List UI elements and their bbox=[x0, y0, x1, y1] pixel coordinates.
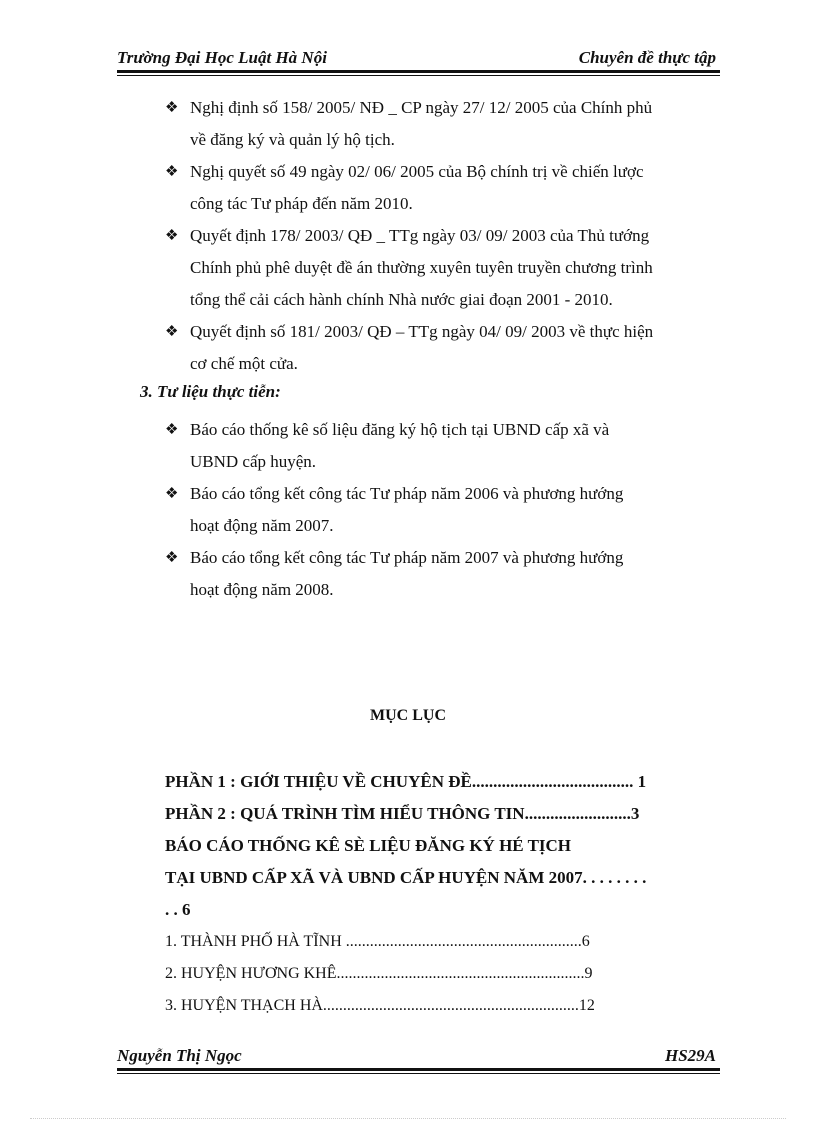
list-item: ❖ Nghị quyết số 49 ngày 02/ 06/ 2005 của Bộ chính trị về chiến lược công tác Tư pháp đến năm 2010. bbox=[165, 156, 717, 220]
toc-entry: TẠI UBND CẤP XÃ VÀ UBND CẤP HUYỆN NĂM 2007. . . . . . . . bbox=[165, 868, 647, 887]
page-header bbox=[117, 48, 720, 68]
list-item: ❖ Báo cáo thống kê số liệu đăng ký hộ tịch tại UBND cấp xã và UBND cấp huyện. bbox=[165, 414, 717, 478]
diamond-bullet-icon: ❖ bbox=[165, 164, 179, 180]
toc-entry: PHẦN 2 : QUÁ TRÌNH TÌM HIỂU THÔNG TIN.........................3 bbox=[165, 804, 640, 823]
header-rule-thick bbox=[117, 70, 720, 73]
list-item: ❖ Quyết định 178/ 2003/ QĐ _ TTg ngày 03/ 09/ 2003 của Thủ tướng Chính phủ phê duyệt đề án thường xuyên tuyên truyền chương trình tổng thể cải cách hành chính Nhà nước giai đoạn 2001 - 2010. bbox=[165, 220, 717, 316]
footer-rule-thin bbox=[117, 1073, 720, 1074]
diamond-bullet-icon: ❖ bbox=[165, 324, 179, 340]
toc-title: MỤC LỤC bbox=[370, 707, 446, 724]
toc-entry: . . 6 bbox=[165, 900, 191, 919]
toc-entry: 2. HUYỆN HƯƠNG KHÊ..............................................................9 bbox=[165, 965, 593, 982]
header-rule-thin bbox=[117, 75, 720, 76]
footer-rule-thick bbox=[117, 1068, 720, 1071]
diamond-bullet-icon: ❖ bbox=[165, 228, 179, 244]
diamond-bullet-icon: ❖ bbox=[165, 550, 179, 566]
page-edge-divider bbox=[30, 1118, 786, 1119]
list-item: ❖ Quyết định số 181/ 2003/ QĐ – TTg ngày 04/ 09/ 2003 về thực hiện cơ chế một cửa. bbox=[165, 316, 717, 380]
toc-entry: PHẦN 1 : GIỚI THIỆU VỀ CHUYÊN ĐỀ...................................... 1 bbox=[165, 772, 647, 791]
diamond-bullet-icon: ❖ bbox=[165, 100, 179, 116]
list-item: ❖ Báo cáo tổng kết công tác Tư pháp năm 2007 và phương hướng hoạt động năm 2008. bbox=[165, 542, 717, 606]
toc-entry: 1. THÀNH PHỐ HÀ TĨNH ...........................................................6 bbox=[165, 933, 590, 950]
list-item: ❖ Nghị định số 158/ 2005/ NĐ _ CP ngày 27/ 12/ 2005 của Chính phủ về đăng ký và quản lý hộ tịch. bbox=[165, 92, 717, 156]
list-item: ❖ Báo cáo tổng kết công tác Tư pháp năm 2006 và phương hướng hoạt động năm 2007. bbox=[165, 478, 717, 542]
footer-class: HS29A bbox=[664, 1046, 716, 1065]
toc-entry: BÁO CÁO THỐNG KÊ SÈ LIỆU ĐĂNG KÝ HÉ TỊCH bbox=[165, 836, 572, 855]
diamond-bullet-icon: ❖ bbox=[165, 486, 179, 502]
page-footer bbox=[117, 1046, 720, 1066]
header-topic: Chuyên đề thực tập bbox=[578, 48, 716, 67]
header-school: Trường Đại Học Luật Hà Nội bbox=[117, 48, 327, 67]
footer-author: Nguyễn Thị Ngọc bbox=[117, 1046, 242, 1065]
toc-entry: 3. HUYỆN THẠCH HÀ................................................................12 bbox=[165, 997, 595, 1014]
section-3-title: 3. Tư liệu thực tiễn: bbox=[140, 382, 281, 401]
diamond-bullet-icon: ❖ bbox=[165, 422, 179, 438]
